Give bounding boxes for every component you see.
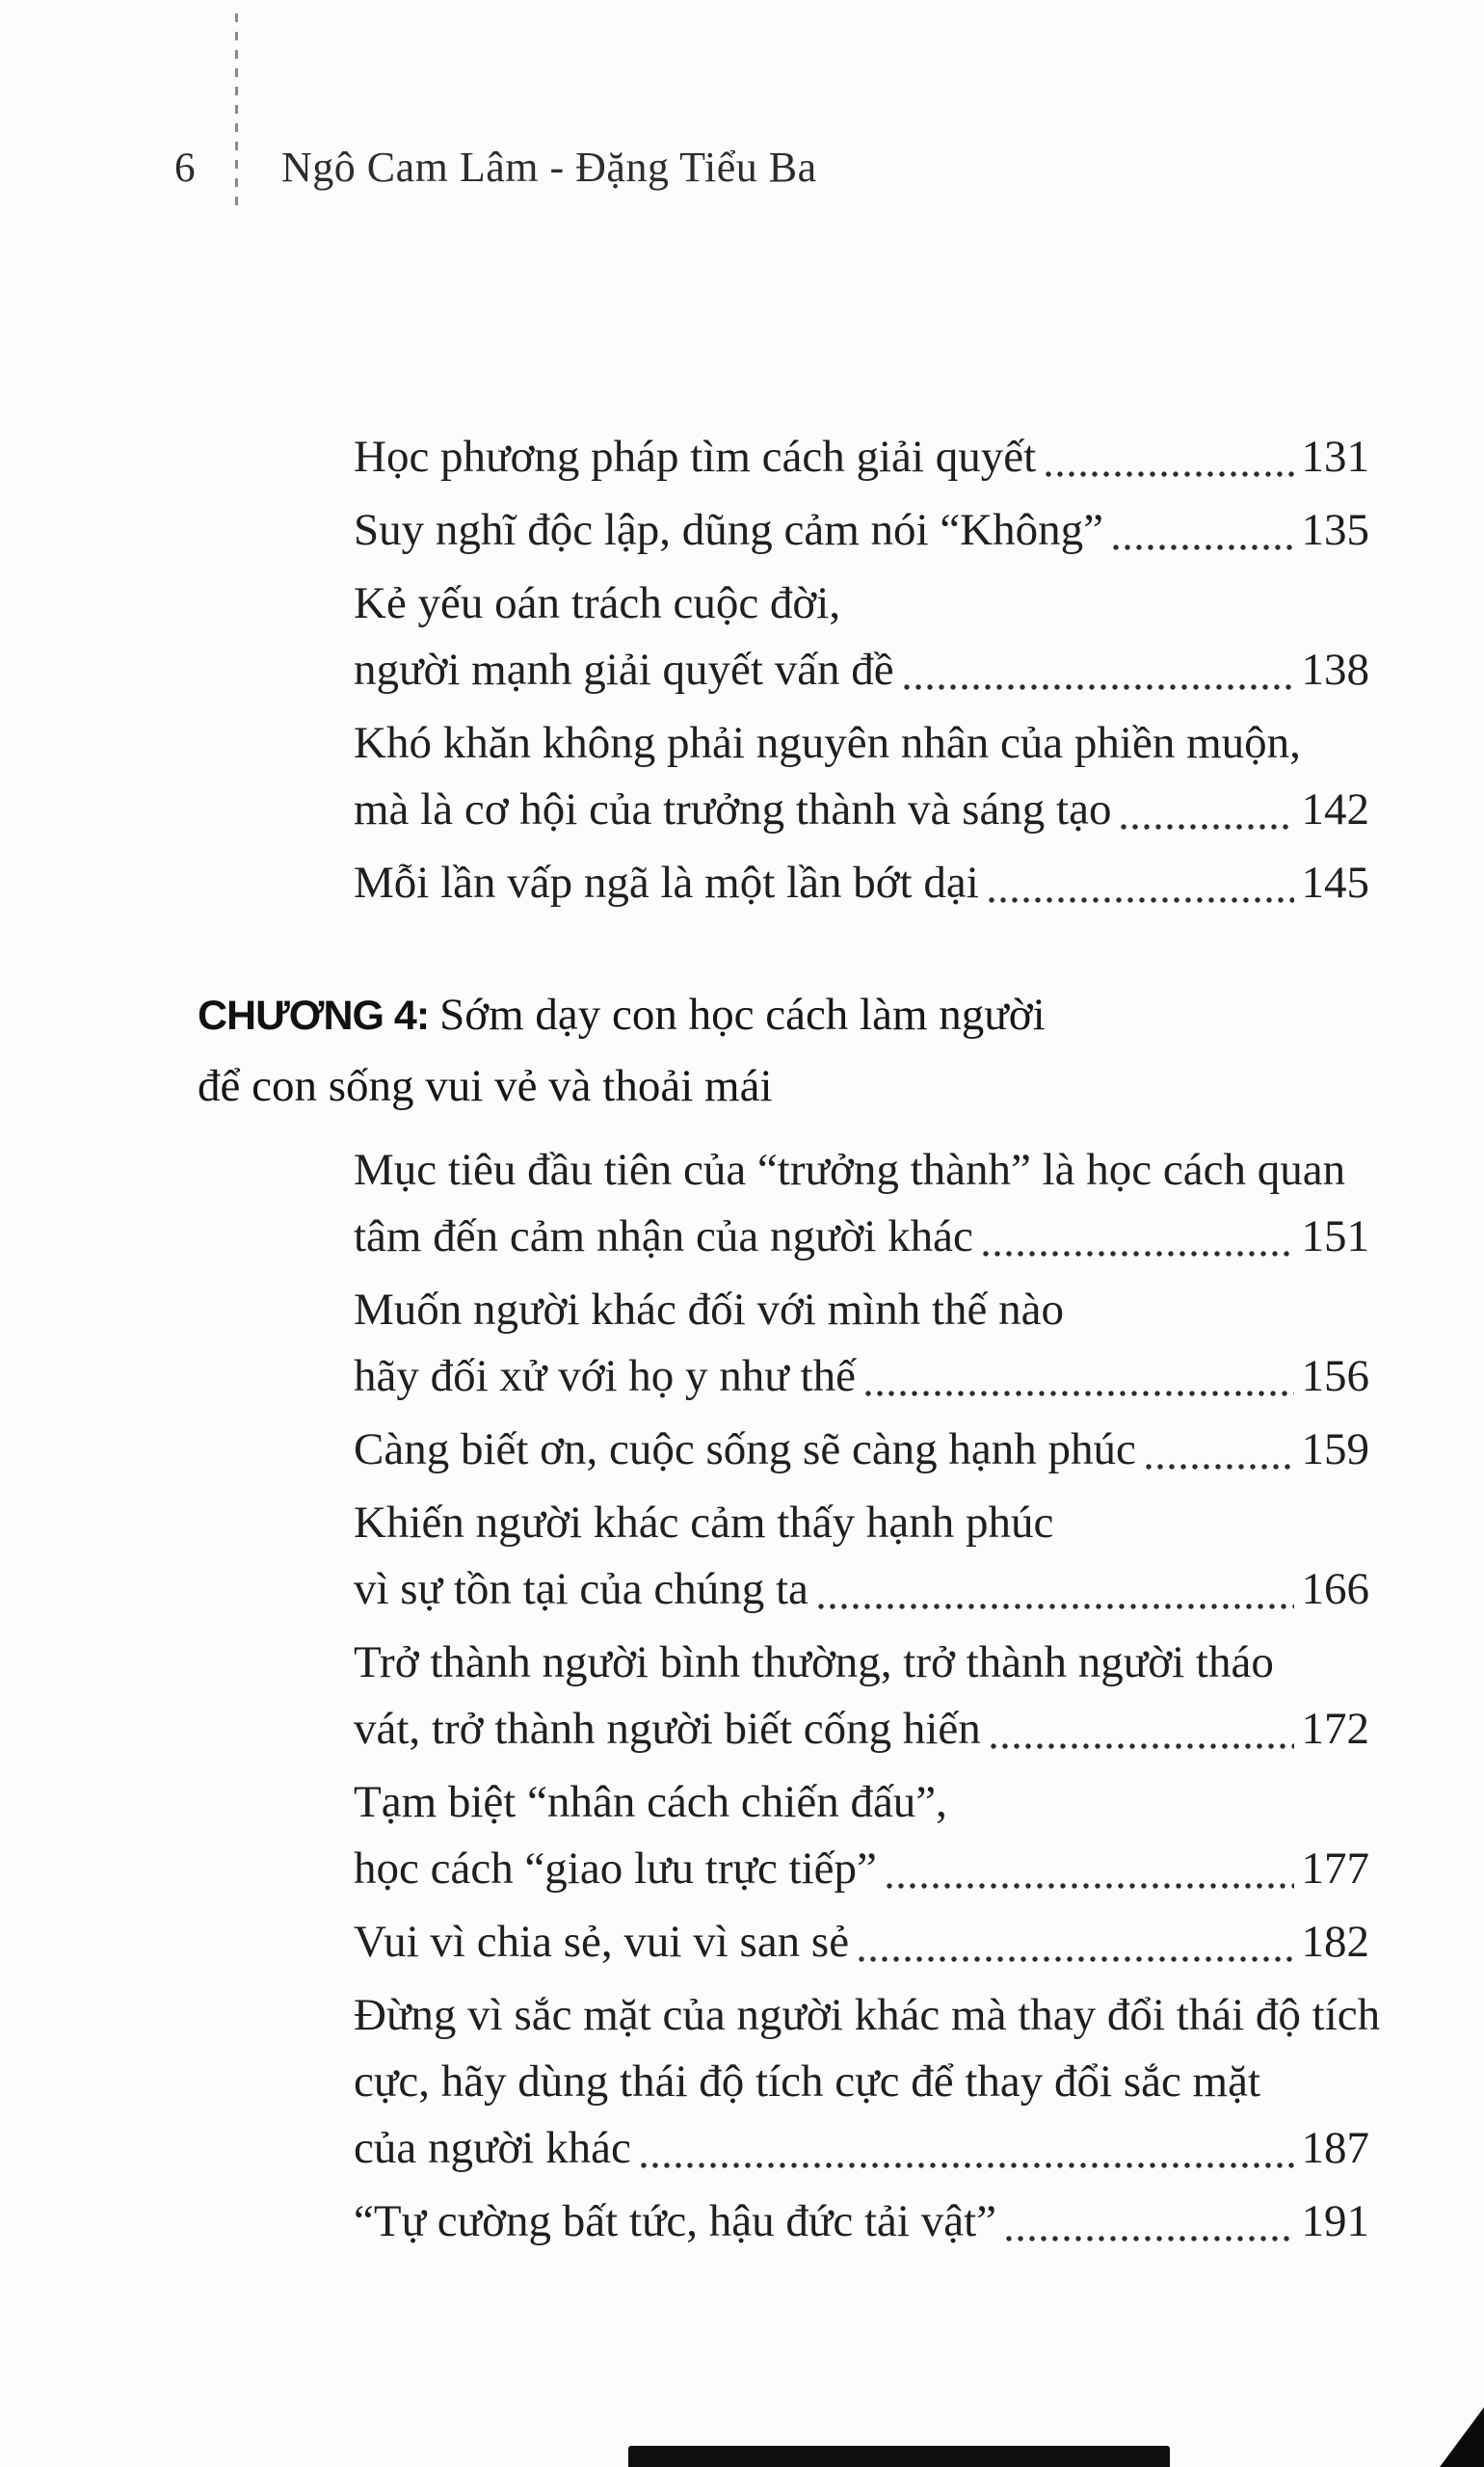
dot-leader xyxy=(1113,544,1294,550)
toc-entry xyxy=(198,1417,1369,1483)
toc-entry-line xyxy=(354,1769,1369,1836)
toc-page-number: 131 xyxy=(1301,432,1369,482)
toc-entry-text: Càng biết ơn, cuộc sống sẽ càng hạnh phúc xyxy=(354,1424,1136,1474)
toc-page-number: 145 xyxy=(1301,858,1369,908)
toc-entry-line xyxy=(354,570,1369,637)
dot-leader xyxy=(859,1956,1293,1962)
toc-entry-text: vì sự tồn tại của chúng ta xyxy=(354,1564,808,1614)
toc-entry xyxy=(198,1769,1369,1902)
toc-entry-text: cực, hãy dùng thái độ tích cực để thay đổi sắc mặt xyxy=(354,2056,1261,2107)
scan-artifact-corner-wedge xyxy=(1440,2407,1484,2467)
toc-entry xyxy=(198,570,1369,703)
toc-entry xyxy=(198,1630,1369,1763)
toc-page-number: 166 xyxy=(1301,1564,1369,1614)
toc-entry-line xyxy=(354,1696,1369,1763)
toc-entry-line xyxy=(354,2188,1369,2255)
toc-entry-text: vát, trở thành người biết cống hiến xyxy=(354,1704,981,1754)
dot-leader xyxy=(983,1251,1294,1257)
toc-page-number: 135 xyxy=(1301,505,1369,555)
toc-entry xyxy=(198,2188,1369,2255)
toc-entry-line xyxy=(354,2049,1369,2115)
toc-page-number: 138 xyxy=(1301,645,1369,695)
toc-entry-text: Đừng vì sắc mặt của người khác mà thay đổi thái độ tích xyxy=(354,1990,1381,2040)
toc-entry xyxy=(198,1277,1369,1410)
toc-entry-text: của người khác xyxy=(354,2123,631,2173)
toc-entry-text: Muốn người khác đối với mình thế nào xyxy=(354,1285,1065,1335)
toc-entry-line xyxy=(354,1417,1369,1483)
toc-entry-text: Học phương pháp tìm cách giải quyết xyxy=(354,432,1037,482)
toc-entry-line xyxy=(354,710,1369,777)
chapter-heading-line: để con sống vui vẻ và thoải mái xyxy=(198,1061,773,1111)
chapter-heading-line xyxy=(198,980,1369,1051)
dot-leader xyxy=(1046,471,1293,477)
chapter-heading xyxy=(198,980,1369,1122)
toc-entry-text: Khiến người khác cảm thấy hạnh phúc xyxy=(354,1498,1054,1548)
toc-entry-line xyxy=(354,1490,1369,1556)
toc-entry-text: Kẻ yếu oán trách cuộc đời, xyxy=(354,578,841,628)
toc-page-number: 177 xyxy=(1301,1844,1369,1894)
toc-entry xyxy=(198,1490,1369,1623)
toc-entry-line xyxy=(354,497,1369,564)
toc-entry-line xyxy=(354,1343,1369,1410)
toc-entry-line xyxy=(354,1204,1369,1270)
dot-leader xyxy=(1006,2236,1294,2242)
toc-entry-text: tâm đến cảm nhận của người khác xyxy=(354,1211,973,1261)
dot-leader xyxy=(991,1743,1294,1749)
dot-leader xyxy=(989,897,1294,903)
toc-entry-line xyxy=(354,1836,1369,1902)
toc-entry xyxy=(198,1137,1369,1270)
header-divider-dashed-line xyxy=(235,13,238,208)
toc-page-number: 159 xyxy=(1301,1424,1369,1474)
scan-artifact-bar xyxy=(628,2446,1170,2467)
toc-entry-line xyxy=(354,850,1369,916)
dot-leader xyxy=(865,1391,1294,1396)
toc-entry-text: “Tự cường bất tức, hậu đức tải vật” xyxy=(354,2196,996,2246)
toc-entry-line xyxy=(354,2115,1369,2182)
toc-entry-text: mà là cơ hội của trưởng thành và sáng tạo xyxy=(354,784,1112,835)
toc-entry-line xyxy=(354,1630,1369,1696)
toc-page-number: 187 xyxy=(1301,2123,1369,2173)
toc-entry-text: Vui vì chia sẻ, vui vì san sẻ xyxy=(354,1917,850,1967)
toc-entry-text: hãy đối xử với họ y như thế xyxy=(354,1351,856,1401)
toc-page-number: 151 xyxy=(1301,1211,1369,1261)
toc-entry-line xyxy=(354,1556,1369,1623)
chapter-label: CHƯƠNG 4: xyxy=(198,993,440,1039)
toc-entry-line xyxy=(354,777,1369,843)
toc-entry xyxy=(198,850,1369,916)
dot-leader xyxy=(641,2162,1294,2168)
toc-entry xyxy=(198,1982,1381,2182)
toc-entry-line xyxy=(354,1277,1369,1343)
toc-page-number: 182 xyxy=(1301,1917,1369,1967)
toc-page-number: 172 xyxy=(1301,1704,1369,1754)
toc-entry-line xyxy=(354,1137,1369,1204)
toc-entry-line xyxy=(354,424,1369,491)
table-of-contents xyxy=(198,424,1381,2262)
toc-entry xyxy=(198,497,1369,564)
dot-leader xyxy=(818,1604,1294,1609)
toc-entry-text: Mỗi lần vấp ngã là một lần bớt dại xyxy=(354,858,979,908)
toc-entry xyxy=(198,710,1369,843)
toc-entry-text: Suy nghĩ độc lập, dũng cảm nói “Không” xyxy=(354,505,1103,555)
running-header-title: Ngô Cam Lâm - Đặng Tiểu Ba xyxy=(281,144,817,191)
toc-page-number: 156 xyxy=(1301,1351,1369,1401)
toc-page-number: 142 xyxy=(1301,784,1369,835)
dot-leader xyxy=(1121,824,1293,830)
dot-leader xyxy=(904,684,1294,690)
dot-leader xyxy=(1146,1464,1294,1470)
toc-entry xyxy=(198,424,1369,491)
toc-entry-text: Trở thành người bình thường, trở thành người tháo xyxy=(354,1637,1274,1687)
dot-leader xyxy=(887,1883,1294,1889)
toc-entry-text: học cách “giao lưu trực tiếp” xyxy=(354,1844,877,1894)
toc-entry-text: người mạnh giải quyết vấn đề xyxy=(354,645,894,695)
toc-entry-line xyxy=(354,1982,1381,2049)
toc-entry xyxy=(198,1909,1369,1976)
toc-entry-text: Mục tiêu đầu tiên của “trưởng thành” là học cách quan xyxy=(354,1145,1346,1195)
toc-entry-text: Khó khăn không phải nguyên nhân của phiền muộn, xyxy=(354,718,1301,768)
toc-entry-text: Tạm biệt “nhân cách chiến đấu”, xyxy=(354,1777,947,1827)
toc-page-number: 191 xyxy=(1301,2196,1369,2246)
page-number: 6 xyxy=(174,146,196,191)
toc-entry-line xyxy=(354,1909,1369,1976)
toc-entry-line xyxy=(354,637,1369,703)
chapter-title-text: Sớm dạy con học cách làm người xyxy=(439,990,1046,1040)
